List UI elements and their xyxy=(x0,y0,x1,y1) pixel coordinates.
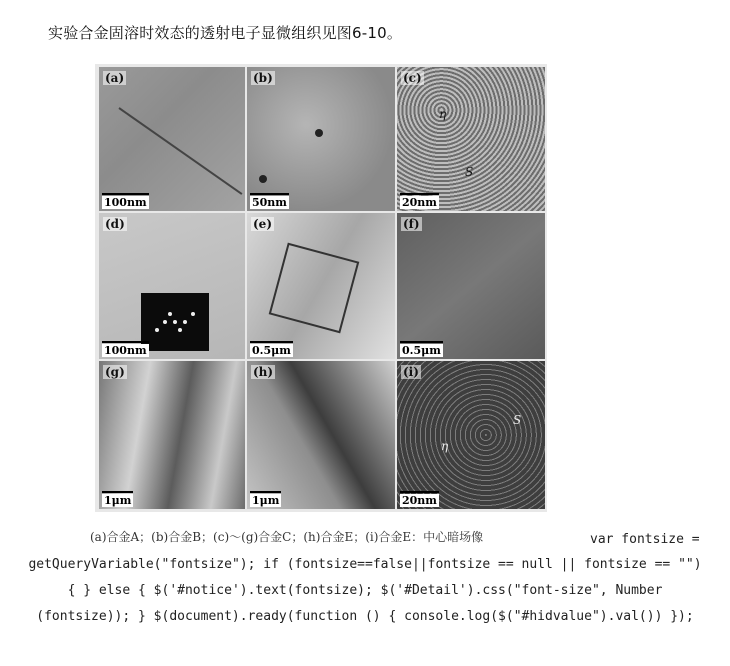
panel-c xyxy=(397,67,545,211)
panel-c-scale-bar: 20nm xyxy=(400,196,439,209)
eta-phase-label-dark-field: η xyxy=(441,439,449,453)
panel-d-scale-bar: 100nm xyxy=(102,344,149,357)
tem-micrograph-figure xyxy=(95,64,547,512)
panel-g-label: (g) xyxy=(105,365,125,379)
panel-a xyxy=(99,67,245,211)
panel-h-scale-bar: 1μm xyxy=(250,494,281,507)
script-line-3: { } else { $('#notice').text(fontsize); $('#Detail').css("font-size", Number xyxy=(67,583,663,598)
panel-g-scale-bar: 1μm xyxy=(102,494,133,507)
panel-b-scale-bar: 50nm xyxy=(250,196,289,209)
panel-g xyxy=(99,361,245,509)
intro-text: 实验合金固溶时效态的透射电子显微组织见图6-10。 xyxy=(48,24,403,42)
script-line-1: var fontsize = xyxy=(590,532,700,547)
script-line-4: (fontsize)); } $(document).ready(function () { console.log($("#hidvalue").val()) }); xyxy=(36,609,694,624)
panel-f-label: (f) xyxy=(403,217,420,231)
panel-d-label: (d) xyxy=(105,217,125,231)
diffraction-pattern-inset xyxy=(141,293,209,351)
panel-b-label: (b) xyxy=(253,71,273,85)
panel-f-scale-bar: 0.5μm xyxy=(400,344,443,357)
panel-i-scale-bar: 20nm xyxy=(400,494,439,507)
panel-i-label: (i) xyxy=(403,365,419,379)
figure-caption: (a)合金A；(b)合金B；(c)～(g)合金C；(h)合金E；(i)合金E：中心暗场像 xyxy=(90,530,484,544)
panel-a-scale-bar: 100nm xyxy=(102,196,149,209)
script-line-2: getQueryVariable("fontsize"); if (fontsize==false||fontsize == null || fontsize == "") xyxy=(28,557,702,572)
panel-b xyxy=(247,67,395,211)
eta-phase-label: η xyxy=(439,107,447,121)
panel-e xyxy=(247,213,395,359)
panel-h xyxy=(247,361,395,509)
panel-i xyxy=(397,361,545,509)
panel-d xyxy=(99,213,245,359)
panel-f xyxy=(397,213,545,359)
panel-e-scale-bar: 0.5μm xyxy=(250,344,293,357)
panel-c-label: (c) xyxy=(403,71,422,85)
panel-h-label: (h) xyxy=(253,365,274,379)
s-phase-label-dark-field: S xyxy=(513,413,522,427)
panel-a-label: (a) xyxy=(105,71,125,85)
panel-e-label: (e) xyxy=(253,217,272,231)
s-phase-label: S xyxy=(465,165,474,179)
